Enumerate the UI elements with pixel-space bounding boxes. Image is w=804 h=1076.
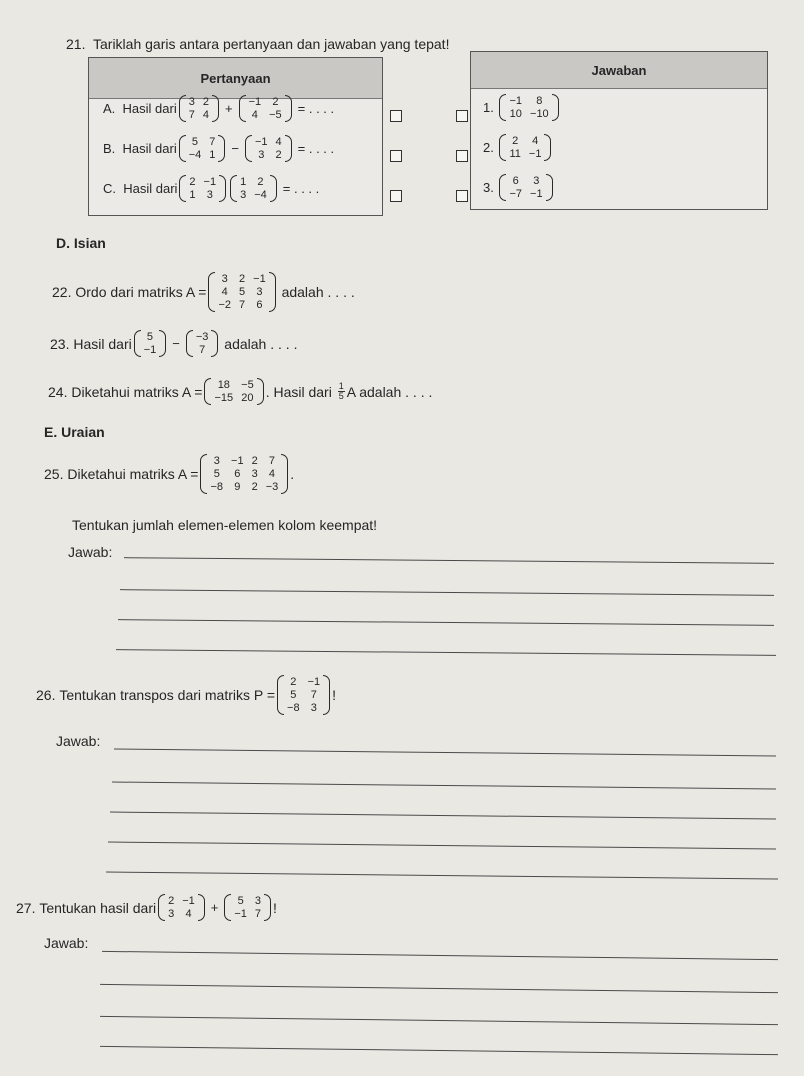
answer-1-label: 1. — [483, 100, 494, 115]
q24-fraction-denominator: 5 — [338, 391, 344, 401]
matrix-cell: −4 — [188, 149, 202, 161]
matrix-cell: 7 — [310, 689, 317, 701]
bracket-left — [204, 378, 211, 405]
answer-2 — [483, 134, 553, 161]
answer-3-label: 3. — [483, 180, 494, 195]
matrix-cell: 10 — [509, 108, 522, 120]
matrix-cell: −1 — [231, 455, 244, 467]
question-c-text: Hasil dari — [123, 181, 178, 196]
bracket-right — [546, 174, 553, 201]
matrix-cell: 5 — [191, 136, 199, 148]
bracket-right — [212, 95, 219, 122]
bracket-right — [281, 454, 288, 494]
question-a — [103, 95, 338, 122]
q27-answer-line-4[interactable] — [100, 1046, 778, 1055]
matrix-cell: −1 — [509, 95, 523, 107]
question-b-text: Hasil dari — [122, 141, 177, 156]
q26-answer-line-2[interactable] — [112, 782, 776, 790]
question-a-connector[interactable] — [390, 110, 402, 122]
q27-answer-line-3[interactable] — [100, 1016, 778, 1025]
matrix-cell: −15 — [214, 392, 234, 404]
matrix-cell: 3 — [256, 286, 263, 298]
bracket-right — [552, 94, 559, 121]
matrix-cell: 2 — [512, 135, 519, 147]
matrix-cell: 1 — [209, 149, 216, 161]
q25-text: Diketahui matriks A = — [67, 466, 199, 482]
matrix-cell: 2 — [272, 96, 279, 108]
matrix-cell: −1 — [248, 96, 262, 108]
q24-fraction-numerator: 1 — [338, 381, 344, 391]
matrix-cell: 20 — [241, 392, 254, 404]
questions-table — [88, 57, 383, 216]
matrix-cell: −10 — [530, 108, 549, 120]
q25-answer-line-1[interactable] — [124, 557, 774, 564]
matrix-cell: 7 — [254, 908, 262, 920]
matrix-cell: 3 — [310, 702, 317, 714]
matrix-cell: 3 — [213, 455, 220, 467]
question-a-matrix-2 — [239, 95, 292, 122]
matrix-cell: −1 — [182, 895, 195, 907]
q24-text: Diketahui matriks A = — [71, 383, 203, 400]
matrix-cell: 3 — [188, 96, 195, 108]
matrix-cell: 2 — [251, 455, 258, 467]
answer-1 — [483, 94, 561, 121]
matrix-cell: 2 — [251, 481, 258, 493]
section-e-heading: E. Uraian — [44, 424, 105, 440]
matrix-cell: 2 — [239, 273, 246, 285]
bracket-left — [179, 175, 186, 202]
matrix-cell: 3 — [251, 468, 258, 480]
answer-1-matrix — [499, 94, 558, 121]
answer-3-matrix — [499, 174, 552, 201]
bracket-left — [179, 135, 186, 162]
matrix-cell: 3 — [168, 908, 175, 920]
matrix-cell: 4 — [251, 109, 258, 121]
bracket-right — [270, 175, 277, 202]
matrix-cell: 2 — [168, 895, 175, 907]
q24-mid-text: . Hasil dari — [265, 383, 332, 400]
q25-answer-line-3[interactable] — [118, 619, 774, 626]
matrix-cell: 3 — [533, 175, 540, 187]
q26-answer-line-3[interactable] — [110, 812, 776, 820]
matrix-cell: 7 — [239, 299, 246, 311]
matrix-cell: 18 — [217, 379, 230, 391]
question-a-operator: + — [224, 101, 233, 116]
question-b-suffix: = . . . . — [297, 141, 335, 156]
bracket-left — [239, 95, 246, 122]
bracket-left — [208, 272, 215, 312]
matrix-cell: 2 — [202, 96, 209, 108]
matrix-cell: −5 — [241, 379, 254, 391]
q24-fraction — [338, 382, 345, 401]
matrix-cell: −1 — [203, 176, 217, 188]
matrix-cell: 9 — [234, 481, 241, 493]
q23-vector-1 — [134, 330, 167, 357]
matrix-cell: −7 — [509, 188, 523, 200]
matrix-cell: 2 — [275, 149, 282, 161]
q21-number: 21. — [66, 36, 86, 52]
q24-number: 24. — [48, 383, 68, 400]
matrix-cell: −5 — [269, 109, 282, 121]
bracket-right — [198, 894, 205, 921]
q21-heading — [66, 36, 449, 52]
bracket-left — [158, 894, 165, 921]
bracket-left — [200, 454, 207, 494]
questions-header: Pertanyaan — [89, 58, 382, 99]
matrix-cell: 5 — [290, 689, 297, 701]
answer-1-connector[interactable] — [456, 110, 468, 122]
matrix-cell: 4 — [275, 136, 282, 148]
q26-answer-line-4[interactable] — [108, 842, 776, 850]
question-c-matrix-1 — [179, 175, 226, 202]
matrix-cell: 8 — [536, 95, 543, 107]
q25-suffix: . — [290, 466, 295, 482]
q26-answer-label: Jawab: — [56, 733, 101, 749]
matrix-cell: 3 — [240, 189, 247, 201]
matrix-cell: 4 — [185, 908, 192, 920]
answers-header: Jawaban — [471, 52, 767, 89]
q22-suffix: adalah . . . . — [281, 284, 355, 300]
q27-answer-line-2[interactable] — [100, 984, 778, 993]
bracket-left — [224, 894, 231, 921]
bracket-left — [277, 675, 284, 715]
matrix-cell: −3 — [195, 331, 209, 343]
matrix-cell: 11 — [509, 148, 521, 160]
q26-answer-line-1[interactable] — [114, 749, 776, 757]
q27-answer-line-1[interactable] — [102, 951, 778, 960]
q23-text: Hasil dari — [73, 335, 132, 352]
bracket-left — [499, 94, 506, 121]
bracket-right — [544, 134, 551, 161]
matrix-cell: −1 — [143, 344, 157, 356]
q24-matrix — [204, 378, 263, 405]
bracket-right — [257, 378, 264, 405]
question-c — [103, 175, 323, 202]
q27-matrix-2 — [224, 894, 271, 921]
matrix-cell: 4 — [268, 468, 276, 480]
q27-text: Tentukan hasil dari — [39, 899, 157, 916]
matrix-cell: 4 — [221, 286, 228, 298]
q22-number: 22. — [52, 284, 72, 300]
matrix-cell: −1 — [254, 136, 268, 148]
q23 — [50, 330, 297, 357]
q24-suffix: A adalah . . . . — [346, 383, 433, 400]
bracket-right — [323, 675, 330, 715]
bracket-right — [264, 894, 271, 921]
matrix-cell: 5 — [213, 468, 220, 480]
q25-number: 25. — [44, 466, 64, 482]
question-b-connector[interactable] — [390, 150, 402, 162]
matrix-cell: 4 — [202, 109, 209, 121]
matrix-cell: 7 — [268, 455, 276, 467]
matrix-cell: −2 — [218, 299, 232, 311]
q27-number: 27. — [16, 899, 36, 916]
matrix-cell: −1 — [234, 908, 247, 920]
matrix-cell: 7 — [209, 136, 216, 148]
matrix-cell: 7 — [199, 344, 206, 356]
matrix-cell: −1 — [253, 273, 266, 285]
question-a-matrix-1 — [179, 95, 219, 122]
bracket-left — [230, 175, 237, 202]
q25-answer-line-2[interactable] — [120, 589, 774, 596]
q27-operator: + — [210, 900, 219, 915]
q22-matrix — [208, 272, 275, 312]
bracket-left — [186, 330, 193, 357]
q27-matrix-1 — [158, 894, 205, 921]
q26-answer-line-5[interactable] — [106, 871, 778, 879]
q23-suffix: adalah . . . . — [224, 335, 298, 352]
matrix-cell: 2 — [290, 676, 297, 688]
matrix-cell: 6 — [256, 299, 263, 311]
bracket-right — [285, 95, 292, 122]
answer-3 — [483, 174, 555, 201]
q26-text: Tentukan transpos dari matriks P = — [59, 687, 276, 703]
answers-table — [470, 51, 768, 210]
section-d-heading: D. Isian — [56, 235, 106, 251]
matrix-cell: 6 — [512, 175, 519, 187]
bracket-right — [211, 330, 218, 357]
q23-vector-2 — [186, 330, 219, 357]
matrix-cell: 5 — [237, 895, 244, 907]
matrix-cell: 1 — [189, 189, 196, 201]
q23-number: 23. — [50, 335, 70, 352]
bracket-right — [159, 330, 166, 357]
question-b-matrix-1 — [179, 135, 226, 162]
question-a-text: Hasil dari — [122, 101, 177, 116]
q26 — [36, 675, 336, 715]
q25 — [44, 454, 294, 494]
matrix-cell: −3 — [265, 481, 279, 493]
q22-text: Ordo dari matriks A = — [75, 284, 207, 300]
answer-2-connector[interactable] — [456, 150, 468, 162]
matrix-cell: 7 — [188, 109, 195, 121]
matrix-cell: 3 — [221, 273, 228, 285]
q26-suffix: ! — [332, 687, 337, 703]
q25-answer-line-4[interactable] — [116, 649, 776, 656]
question-c-connector[interactable] — [390, 190, 402, 202]
q25-matrix — [200, 454, 288, 494]
answer-2-label: 2. — [483, 140, 494, 155]
bracket-right — [285, 135, 292, 162]
matrix-cell: −1 — [307, 676, 321, 688]
answer-3-connector[interactable] — [456, 190, 468, 202]
q26-number: 26. — [36, 687, 56, 703]
question-a-suffix: = . . . . — [297, 101, 335, 116]
bracket-right — [218, 135, 225, 162]
matrix-cell: 4 — [532, 135, 539, 147]
bracket-right — [269, 272, 276, 312]
matrix-cell: 6 — [234, 468, 241, 480]
bracket-right — [219, 175, 226, 202]
question-c-label: C. — [103, 181, 116, 196]
matrix-cell: 3 — [254, 895, 262, 907]
bracket-left — [499, 134, 506, 161]
question-b-label: B. — [103, 141, 116, 156]
question-a-label: A. — [103, 101, 116, 116]
bracket-left — [134, 330, 141, 357]
matrix-cell: 3 — [206, 189, 213, 201]
q24 — [48, 378, 432, 405]
matrix-cell: −4 — [254, 189, 267, 201]
q27 — [16, 894, 277, 921]
q21-text: Tariklah garis antara pertanyaan dan jawaban yang tepat! — [93, 36, 450, 52]
answer-2-matrix — [499, 134, 551, 161]
q22 — [52, 272, 355, 312]
q26-matrix — [277, 675, 330, 715]
question-b-matrix-2 — [245, 135, 292, 162]
matrix-cell: −8 — [287, 702, 300, 714]
q27-suffix: ! — [273, 899, 277, 916]
matrix-cell: 2 — [257, 176, 264, 188]
matrix-cell: 5 — [146, 331, 154, 343]
question-b — [103, 135, 338, 162]
bracket-left — [179, 95, 186, 122]
matrix-cell: −1 — [528, 148, 542, 160]
bracket-left — [245, 135, 252, 162]
matrix-cell: 3 — [258, 149, 265, 161]
matrix-cell: −1 — [530, 188, 543, 200]
matrix-cell: 5 — [239, 286, 246, 298]
q25-answer-label: Jawab: — [68, 544, 113, 560]
question-b-operator: − — [231, 141, 239, 156]
question-c-suffix: = . . . . — [282, 181, 320, 196]
matrix-cell: −8 — [210, 481, 224, 493]
q25-instruction: Tentukan jumlah elemen-elemen kolom keempat! — [72, 517, 378, 533]
q27-answer-label: Jawab: — [44, 935, 89, 951]
bracket-left — [499, 174, 506, 201]
matrix-cell: 1 — [240, 176, 247, 188]
matrix-cell: 2 — [189, 176, 196, 188]
q23-operator: − — [172, 336, 180, 351]
question-c-matrix-2 — [230, 175, 277, 202]
